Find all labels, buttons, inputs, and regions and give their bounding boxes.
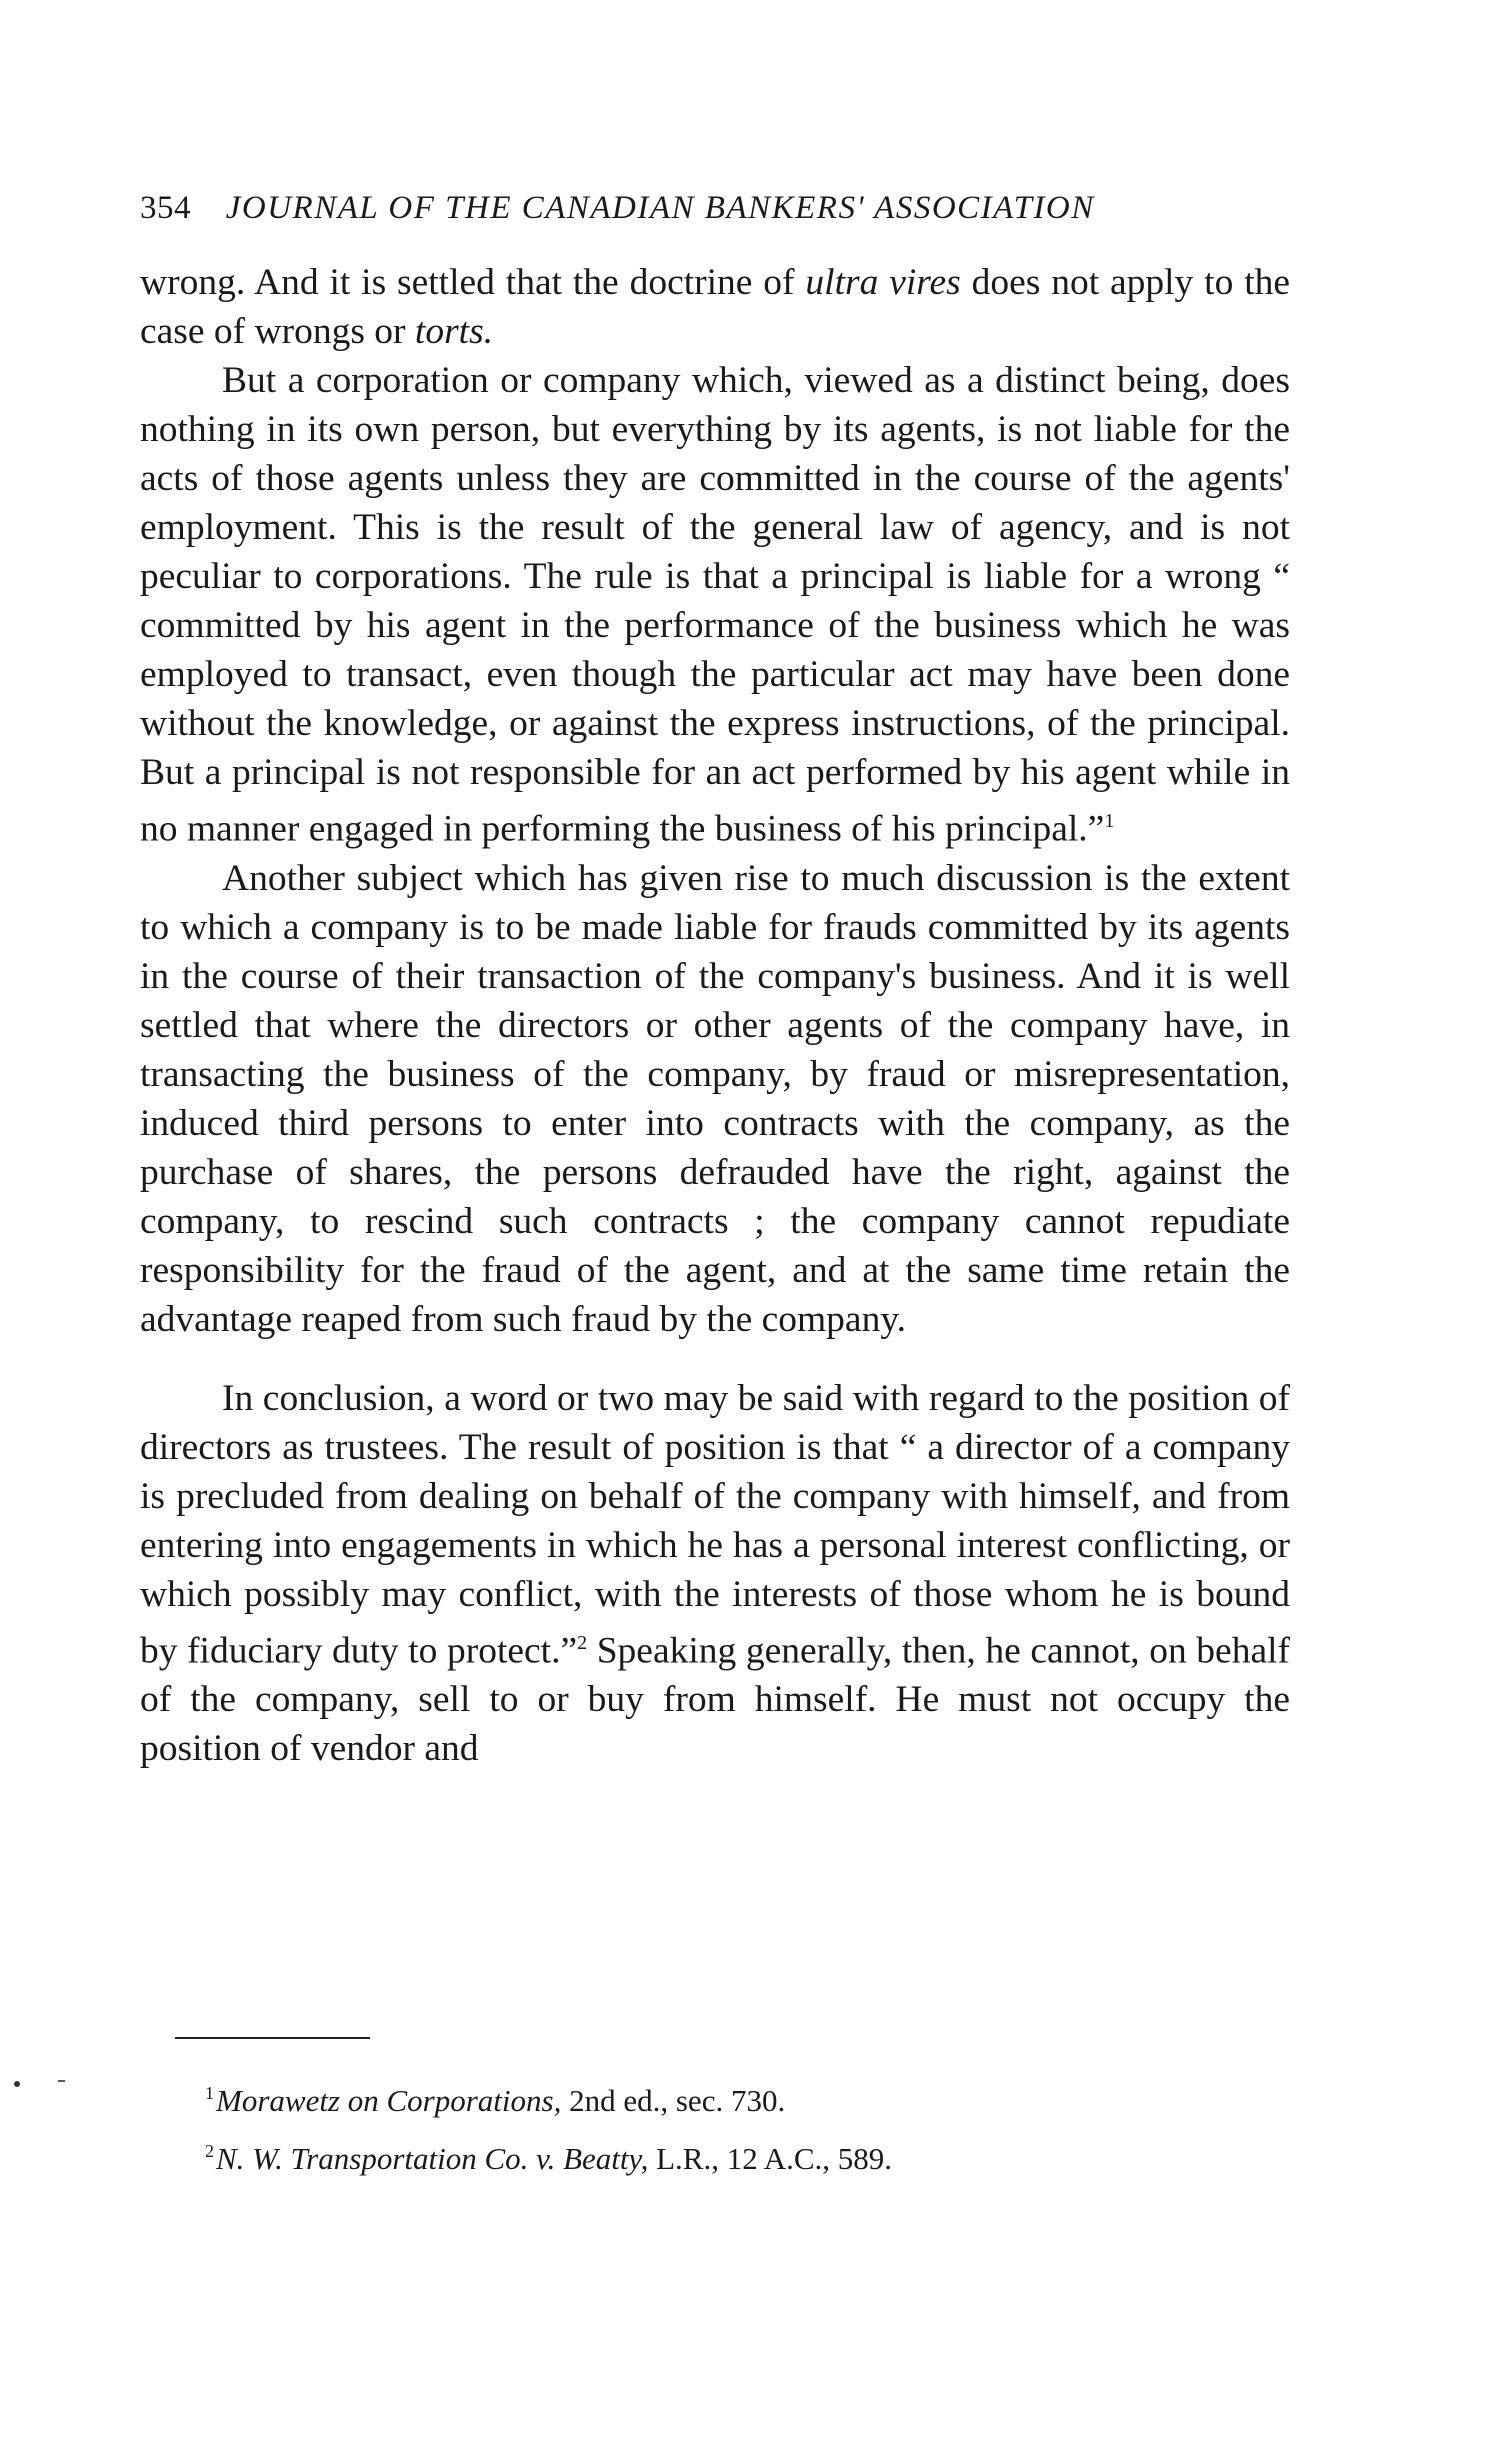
footnote-2-mark: 2 (205, 2141, 214, 2161)
footnote-rule (175, 2037, 370, 2039)
paragraph-4-text-b: Speaking generally, then, he cannot, on behalf of the company, sell to or buy from himself. He must not occupy the position of vendor and (140, 1630, 1291, 1769)
page-number: 354 (140, 190, 191, 226)
scan-speck-dash (58, 2080, 65, 2082)
footnote-1-mark: 1 (205, 2083, 214, 2103)
paragraph-1-text-a: wrong. And it is settled that the doctrine of (140, 262, 806, 303)
footnote-ref-2: 2 (577, 1631, 588, 1654)
paragraph-3 (140, 854, 1290, 1344)
footnote-2-source: N. W. Transportation Co. v. Beatty, (216, 2141, 649, 2176)
footnote-1-source: Morawetz on Corporations, (216, 2083, 562, 2118)
journal-title: JOURNAL OF THE CANADIAN BANKERS' ASSOCIATION (225, 190, 1095, 226)
paragraph-4-text-a: In conclusion, a word or two may be said with regard to the position of directors as trustees. The result of position is that “ a director of a company is precluded from dealing on behalf of the company with himself, and from entering into engagements in which he has a personal interest conflicting, or which possibly may conflict, with the interests of those whom he is bound by fiduciary duty to protect.” (140, 1377, 1290, 1671)
footnote-ref-1: 1 (1104, 810, 1115, 832)
footnote-1-detail: 2nd ed., sec. 730. (561, 2083, 786, 2118)
paragraph-2 (140, 356, 1290, 854)
body-text (140, 258, 1290, 1773)
footnote-2-detail: L.R., 12 A.C., 589. (648, 2141, 893, 2176)
footnotes (205, 2068, 1205, 2184)
scan-speck-dot (14, 2081, 20, 2087)
paragraph-1 (140, 258, 1290, 356)
torts-term: torts. (414, 311, 494, 352)
paragraph-2-text: But a corporation or company which, viewed as a distinct being, does nothing in its own person, but everything by its agents, is not liable for the acts of those agents unless they are committed in the course of the agents' employment. This is the result of the general law of agency, and is not peculiar to corporations. The rule is that a principal is liable for a wrong “ committed by his agent in the performance of the business which he was employed to transact, even though the particular act may have been done without the knowledge, or against the express instructions, of the principal. But a principal is not responsible for an act performed by his agent while in no manner engaged in performing the business of his principal.” (140, 360, 1290, 850)
paragraph-1-text-b: does not apply to the case of wrongs or (140, 262, 1291, 352)
footnote-1 (205, 2068, 1205, 2126)
footnote-2 (205, 2126, 1205, 2184)
paragraph-3-text: Another subject which has given rise to much discussion is the extent to which a company is to be made liable for frauds committed by its agents in the course of their transaction of the company's business. And it is well settled that where the directors or other agents of the company have, in transacting the business of the company, by fraud or misrepresentation, induced third persons to enter into contracts with the company, as the purchase of shares, the persons defrauded have the right, against the company, to rescind such contracts ; the company cannot repudiate responsibility for the fraud of the agent, and at the same time retain the advantage reaped from such fraud by the company. (140, 857, 1290, 1340)
running-head (140, 190, 1270, 227)
ultra-vires-term: ultra vires (805, 262, 961, 303)
paragraph-4 (140, 1374, 1290, 1774)
